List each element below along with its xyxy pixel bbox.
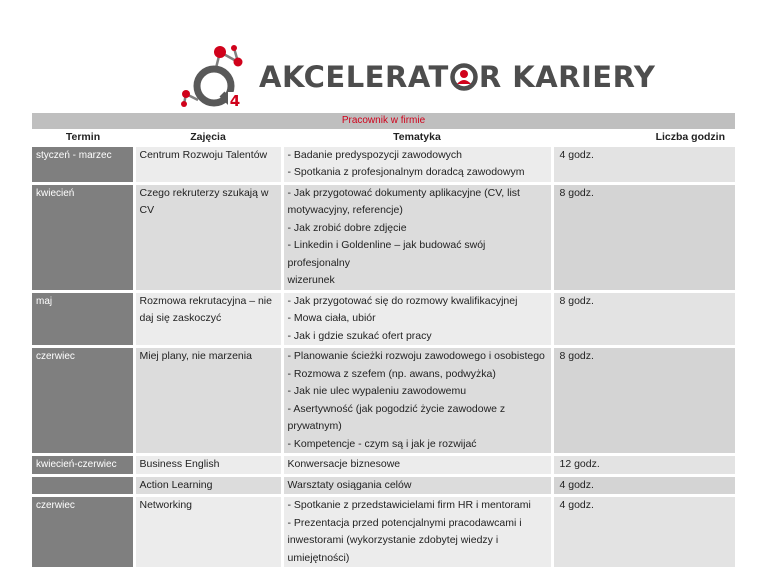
tematyka-line: - Jak nie ulec wypaleniu zawodowemu	[287, 385, 467, 397]
header-zajecia: Zajęcia	[134, 129, 282, 147]
tematyka-line: - Kompetencje - czym są i jak je rozwijać	[287, 437, 477, 450]
cell-termin	[32, 475, 134, 496]
logo-brand-part-1: AKCELERAT	[259, 60, 449, 94]
cell-termin: kwiecień	[32, 183, 134, 291]
table-row	[32, 147, 735, 184]
cell-liczba-godzin: 8 godz.	[552, 183, 735, 291]
cell-termin: czerwiec	[32, 347, 134, 455]
header-termin: Termin	[32, 129, 134, 147]
cell-tematyka	[282, 147, 552, 184]
cell-tematyka	[282, 496, 552, 569]
cell-termin: kwiecień-czerwiec	[32, 455, 134, 476]
cell-liczba-godzin: 8 godz.	[552, 291, 735, 347]
cell-tematyka	[282, 183, 552, 291]
tematyka-line: - Spotkania z profesjonalnym doradcą zawodowym	[287, 166, 525, 178]
cell-zajecia	[134, 147, 282, 184]
cell-liczba-godzin: 4 godz.	[552, 496, 735, 569]
header-liczba-godzin: Liczba godzin	[552, 129, 735, 147]
tematyka-line: - Asertywność (jak pogodzić życie zawodowe z prywatnym)	[287, 402, 506, 432]
cell-liczba-godzin: 12 godz.	[552, 455, 735, 476]
tematyka-line: Konwersacje biznesowe	[287, 458, 401, 470]
cell-zajecia	[134, 475, 282, 496]
zajecia-line: Miej plany, nie marzenia	[139, 350, 252, 362]
table-row	[32, 183, 735, 291]
tematyka-line: - Rozmowa z szefem (np. awans, podwyżka)	[287, 367, 496, 380]
cell-termin: czerwiec	[32, 496, 134, 569]
tematyka-line: motywacyjny, referencje)	[287, 204, 403, 216]
molecule-logo-icon	[176, 42, 266, 110]
cell-zajecia	[134, 455, 282, 476]
table-row	[32, 475, 735, 496]
cell-liczba-godzin: 4 godz.	[552, 475, 735, 496]
table-row	[32, 455, 735, 476]
tematyka-line: Warsztaty osiągania celów	[287, 478, 412, 491]
tematyka-line: - Jak i gdzie szukać ofert pracy	[287, 329, 432, 342]
logo	[176, 42, 656, 110]
table-header-row	[32, 129, 735, 147]
logo-badge-text: 4	[229, 92, 241, 110]
table-row	[32, 291, 735, 347]
logo-brand-text	[259, 60, 655, 94]
zajecia-line: Czego rekruterzy szukają w CV	[139, 186, 269, 216]
tematyka-line: - Spotkanie z przedstawicielami firm HR i mentorami	[287, 499, 531, 511]
tematyka-line: - Mowa ciała, ubiór	[287, 312, 376, 324]
tematyka-line: - Badanie predyspozycji zawodowych	[287, 148, 463, 161]
tematyka-line: - Planowanie ścieżki rozwoju zawodowego i osobistego	[287, 350, 545, 362]
tematyka-line: - Prezentacja przed potencjalnymi pracodawcami i	[287, 516, 522, 529]
zajecia-line: daj się zaskoczyć	[139, 312, 222, 324]
zajecia-line: Networking	[139, 499, 193, 511]
cell-zajecia	[134, 496, 282, 569]
table-title-row	[32, 113, 735, 129]
table-title: Pracownik w firmie	[32, 113, 735, 129]
table-row	[32, 347, 735, 455]
cell-zajecia	[134, 291, 282, 347]
program-table	[32, 113, 735, 570]
zajecia-line: Rozmowa rekrutacyjna – nie	[139, 294, 272, 307]
cell-tematyka	[282, 455, 552, 476]
cell-liczba-godzin: 8 godz.	[552, 347, 735, 455]
cell-zajecia	[134, 183, 282, 291]
zajecia-line: Business English	[139, 458, 220, 470]
tematyka-line: - Jak zrobić dobre zdjęcie	[287, 221, 407, 234]
zajecia-line: Centrum Rozwoju Talentów	[139, 148, 268, 161]
tematyka-line: - Jak przygotować się do rozmowy kwalifikacyjnej	[287, 294, 518, 307]
cell-tematyka	[282, 347, 552, 455]
cell-termin: styczeń - marzec	[32, 147, 134, 184]
cell-liczba-godzin: 4 godz.	[552, 147, 735, 184]
cell-termin: maj	[32, 291, 134, 347]
cell-zajecia	[134, 347, 282, 455]
table-body	[32, 147, 735, 569]
zajecia-line: Action Learning	[139, 478, 213, 491]
tematyka-line: inwestorami (wykorzystanie zdobytej wiedzy i umiejętności)	[287, 534, 499, 564]
cell-tematyka	[282, 291, 552, 347]
table-row	[32, 496, 735, 569]
logo-brand-part-2: R KARIERY	[478, 60, 656, 94]
tematyka-line: wizerunek	[287, 274, 335, 286]
cell-tematyka	[282, 475, 552, 496]
tematyka-line: - Jak przygotować dokumenty aplikacyjne (CV, list	[287, 186, 520, 199]
tematyka-line: - Linkedin i Goldenline – jak budować swój profesjonalny	[287, 239, 486, 269]
person-target-icon	[449, 62, 479, 92]
header-tematyka: Tematyka	[282, 129, 552, 147]
